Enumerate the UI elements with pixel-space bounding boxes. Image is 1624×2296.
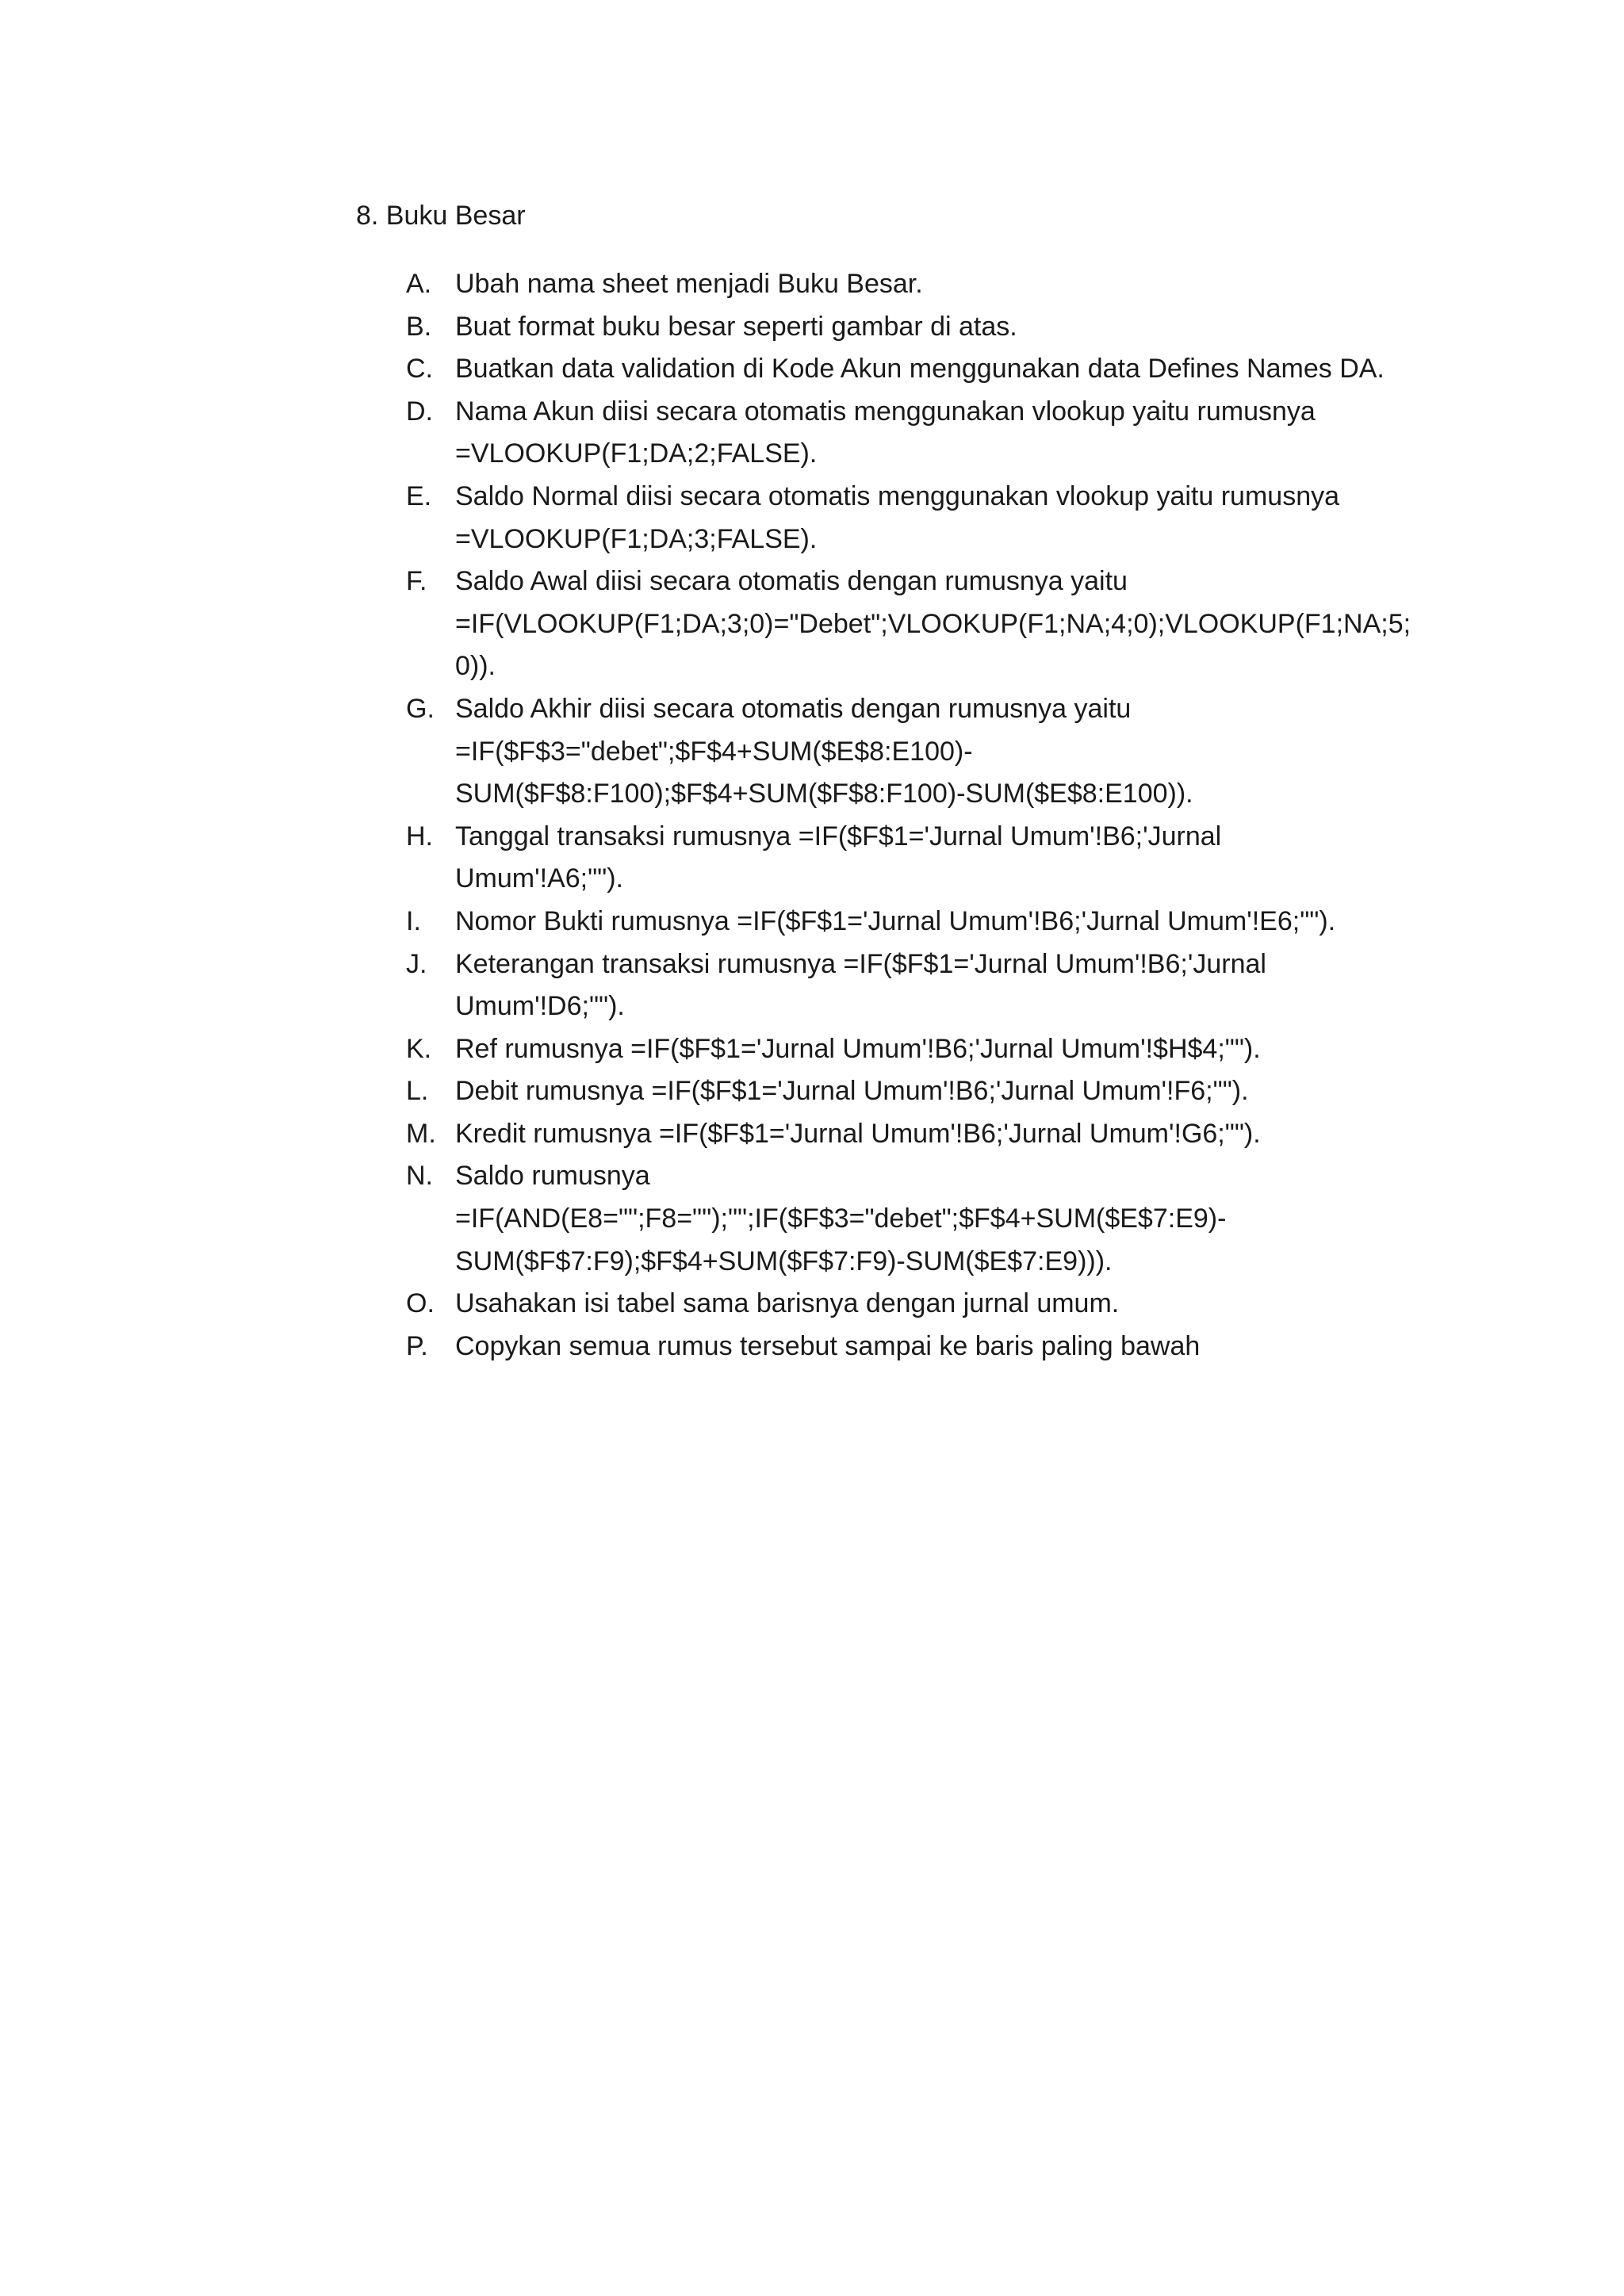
list-marker: L. — [406, 1076, 429, 1107]
list-marker: D. — [406, 396, 433, 427]
text-line: Nama Akun diisi secara otomatis menggunakan vlookup yaitu rumusnya — [455, 396, 1316, 427]
list-item-text — [455, 816, 1437, 901]
list-item-text — [455, 1326, 1437, 1368]
text-line: Tanggal transaksi rumusnya =IF($F$1='Jurnal Umum'!B6;'Jurnal — [455, 821, 1222, 851]
list-marker: F. — [406, 566, 427, 597]
list-marker: J. — [406, 948, 427, 979]
text-line: Copykan semua rumus tersebut sampai ke baris paling bawah — [455, 1330, 1201, 1361]
list-marker: M. — [406, 1118, 436, 1149]
list-item-text — [455, 1070, 1437, 1113]
text-line: Kredit rumusnya =IF($F$1='Jurnal Umum'!B6;'Jurnal Umum'!G6;""). — [455, 1118, 1261, 1149]
list-item — [406, 263, 1437, 306]
instruction-list — [406, 263, 1437, 1368]
list-item-text — [455, 561, 1437, 688]
text-line: Ubah nama sheet menjadi Buku Besar. — [455, 269, 923, 299]
text-line: Umum'!A6;""). — [455, 863, 623, 894]
list-marker: E. — [406, 480, 432, 511]
text-line: Saldo rumusnya — [455, 1161, 650, 1192]
list-item — [406, 561, 1437, 688]
list-item-text — [455, 943, 1437, 1028]
list-item — [406, 688, 1437, 816]
list-marker: G. — [406, 693, 435, 724]
list-marker: N. — [406, 1161, 433, 1192]
list-item — [406, 1283, 1437, 1326]
list-item-text — [455, 688, 1437, 816]
text-line: Nomor Bukti rumusnya =IF($F$1='Jurnal Umum'!B6;'Jurnal Umum'!E6;""). — [455, 905, 1336, 936]
list-item — [406, 1155, 1437, 1283]
text-line: Ref rumusnya =IF($F$1='Jurnal Umum'!B6;'Jurnal Umum'!$H$4;""). — [455, 1033, 1261, 1064]
list-item — [406, 943, 1437, 1028]
list-marker: K. — [406, 1033, 432, 1064]
text-line: Keterangan transaksi rumusnya =IF($F$1='Jurnal Umum'!B6;'Jurnal — [455, 948, 1266, 979]
list-marker: O. — [406, 1288, 435, 1319]
list-item-text — [455, 1155, 1437, 1283]
list-marker: P. — [406, 1330, 428, 1361]
list-item — [406, 901, 1437, 943]
text-line: SUM($F$7:F9);$F$4+SUM($F$7:F9)-SUM($E$7:E9))). — [455, 1246, 1113, 1276]
list-item-text — [455, 1113, 1437, 1156]
list-item — [406, 1028, 1437, 1071]
list-item — [406, 816, 1437, 901]
text-line: Saldo Akhir diisi secara otomatis dengan rumusnya yaitu — [455, 693, 1132, 724]
text-line: =IF(VLOOKUP(F1;DA;3;0)="Debet";VLOOKUP(F1;NA;4;0);VLOOKUP(F1;NA;5; — [455, 608, 1411, 639]
list-item — [406, 1070, 1437, 1113]
list-marker: A. — [406, 269, 432, 299]
text-line: Debit rumusnya =IF($F$1='Jurnal Umum'!B6;'Jurnal Umum'!F6;""). — [455, 1076, 1249, 1107]
list-item-text — [455, 1028, 1437, 1071]
list-item — [406, 391, 1437, 476]
text-line: 0)). — [455, 651, 496, 682]
list-item — [406, 476, 1437, 561]
list-item-text — [455, 263, 1437, 306]
text-line: =IF(AND(E8="";F8="");"";IF($F$3="debet";$F$4+SUM($E$7:E9)- — [455, 1203, 1227, 1234]
list-item-text — [455, 348, 1437, 391]
list-item-text — [455, 901, 1437, 943]
list-item-text — [455, 391, 1437, 476]
list-item-text — [455, 1283, 1437, 1326]
list-item — [406, 1113, 1437, 1156]
list-item — [406, 306, 1437, 349]
text-line: SUM($F$8:F100);$F$4+SUM($F$8:F100)-SUM($E$8:E100)). — [455, 779, 1193, 809]
list-marker: I. — [406, 905, 421, 936]
list-marker: H. — [406, 821, 433, 851]
text-line: Buat format buku besar seperti gambar di atas. — [455, 311, 1017, 342]
text-line: =VLOOKUP(F1;DA;2;FALSE). — [455, 438, 818, 469]
list-item-text — [455, 306, 1437, 349]
list-item — [406, 1326, 1437, 1368]
list-item — [406, 348, 1437, 391]
text-line: Umum'!D6;""). — [455, 991, 625, 1022]
text-line: Usahakan isi tabel sama barisnya dengan jurnal umum. — [455, 1288, 1120, 1319]
section-title: 8. Buku Besar — [356, 201, 526, 231]
list-marker: B. — [406, 311, 432, 342]
text-line: =VLOOKUP(F1;DA;3;FALSE). — [455, 523, 818, 554]
text-line: =IF($F$3="debet";$F$4+SUM($E$8:E100)- — [455, 736, 973, 767]
text-line: Saldo Awal diisi secara otomatis dengan rumusnya yaitu — [455, 566, 1128, 597]
list-marker: C. — [406, 354, 433, 385]
text-line: Saldo Normal diisi secara otomatis menggunakan vlookup yaitu rumusnya — [455, 480, 1340, 511]
list-item-text — [455, 476, 1437, 561]
text-line: Buatkan data validation di Kode Akun menggunakan data Defines Names DA. — [455, 354, 1385, 385]
